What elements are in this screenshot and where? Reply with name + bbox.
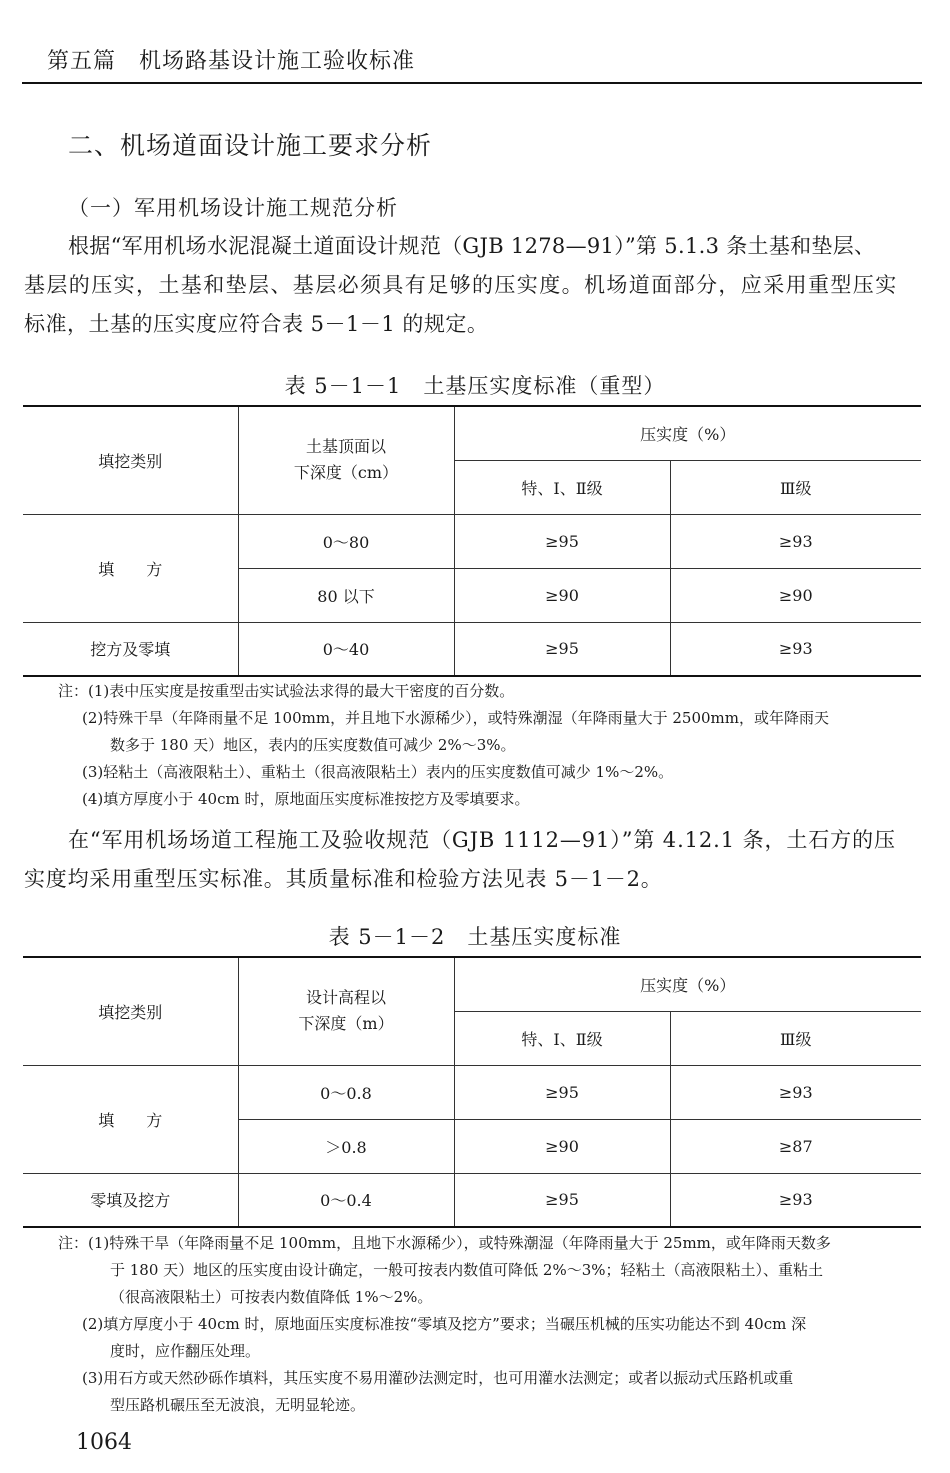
row-grade-a: ≥90 <box>454 1119 670 1173</box>
row-grade-a: ≥95 <box>454 1173 670 1227</box>
row-grade-b: ≥93 <box>670 622 921 676</box>
running-header <box>47 44 415 75</box>
header-category: 填挖类别 <box>23 406 238 514</box>
paragraph-line: 实度均采用重型压实标准。其质量标准和检验方法见表 5－1－2。 <box>24 867 663 891</box>
note-line: 于 180 天）地区的压实度由设计确定，一般可按表内数值可降低 2%～3%；轻粘土（高液限粘土）、重粘土 <box>110 1261 824 1279</box>
paragraph-line: 基层的压实，土基和垫层、基层必须具有足够的压实度。机场道面部分，应采用重型压实 <box>24 273 898 297</box>
header-depth-line: 下深度（cm） <box>293 463 399 483</box>
header-depth-line: 设计高程以 <box>305 988 386 1008</box>
header-grade-b: Ⅲ级 <box>670 460 921 514</box>
paragraph-line: 在“军用机场场道工程施工及验收规范（GJB 1112—91）”第 4.12.1 条，土石方的压 <box>68 828 896 852</box>
paragraph-1 <box>24 227 922 344</box>
header-depth <box>238 406 454 514</box>
note-line: 注：(1)表中压实度是按重型击实试验法求得的最大干密度的百分数。 <box>58 682 515 700</box>
row-grade-a: ≥95 <box>454 1065 670 1119</box>
note-line: (3)轻粘土（高液限粘土）、重粘土（很高液限粘土）表内的压实度数值可减少 1%～2%。 <box>82 763 674 781</box>
row-grade-a: ≥90 <box>454 568 670 622</box>
header-depth <box>238 957 454 1065</box>
row-category: 填 方 <box>23 514 238 622</box>
table-header-row <box>23 406 921 460</box>
note-line: (2)填方厚度小于 40cm 时，原地面压实度标准按“零填及挖方”要求；当碾压机械的压实功能达不到 40cm 深 <box>82 1315 807 1333</box>
subsection-title: （一）军用机场设计施工规范分析 <box>68 196 398 220</box>
paragraph-line: 根据“军用机场水泥混凝土道面设计规范（GJB 1278—91）”第 5.1.3 条土基和垫层、 <box>68 234 876 258</box>
row-category: 零填及挖方 <box>23 1173 238 1227</box>
row-category: 挖方及零填 <box>23 622 238 676</box>
table-row <box>23 1173 921 1227</box>
row-grade-a: ≥95 <box>454 514 670 568</box>
row-grade-b: ≥93 <box>670 1065 921 1119</box>
row-category: 填 方 <box>23 1065 238 1173</box>
header-depth-line: 土基顶面以 <box>305 437 386 457</box>
header-grade-b: Ⅲ级 <box>670 1011 921 1065</box>
note-line: 型压路机碾压至无波浪，无明显轮迹。 <box>110 1396 366 1414</box>
header-category: 填挖类别 <box>23 957 238 1065</box>
row-grade-a: ≥95 <box>454 622 670 676</box>
note-line: 注：(1)特殊干旱（年降雨量不足 100mm，且地下水源稀少），或特殊潮湿（年降雨量大于 25mm，或年降雨天数多 <box>58 1234 831 1252</box>
note-line: (4)填方厚度小于 40cm 时，原地面压实度标准按挖方及零填要求。 <box>82 790 530 808</box>
row-grade-b: ≥93 <box>670 514 921 568</box>
note-line: 度时，应作翻压处理。 <box>110 1342 261 1360</box>
header-rule <box>22 82 922 84</box>
paragraph-2 <box>24 821 922 899</box>
row-grade-b: ≥87 <box>670 1119 921 1173</box>
header-compaction: 压实度（%） <box>454 957 921 1011</box>
row-depth: 80 以下 <box>238 568 454 622</box>
row-depth: 0～0.8 <box>238 1065 454 1119</box>
row-depth: 0～40 <box>238 622 454 676</box>
table-row <box>23 1065 921 1119</box>
table-2-caption: 表 5－1－2 土基压实度标准 <box>328 925 622 949</box>
row-grade-b: ≥90 <box>670 568 921 622</box>
table-1-notes <box>58 678 924 813</box>
note-line: （很高液限粘土）可按表内数值降低 1%～2%。 <box>110 1288 433 1306</box>
row-grade-b: ≥93 <box>670 1173 921 1227</box>
paragraph-line: 标准，土基的压实度应符合表 5－1－1 的规定。 <box>24 312 489 336</box>
note-line: 数多于 180 天）地区，表内的压实度数值可减少 2%～3%。 <box>110 736 516 754</box>
header-part: 第五篇 <box>47 49 117 74</box>
header-compaction: 压实度（%） <box>454 406 921 460</box>
table-1 <box>23 405 921 677</box>
note-line: (2)特殊干旱（年降雨量不足 100mm，并且地下水源稀少），或特殊潮湿（年降雨量大于 2500mm，或年降雨天 <box>82 709 829 727</box>
header-depth-line: 下深度（m） <box>298 1014 394 1034</box>
table-row <box>23 622 921 676</box>
note-line: (3)用石方或天然砂砾作填料，其压实度不易用灌砂法测定时，也可用灌水法测定；或者以振动式压路机或重 <box>82 1369 794 1387</box>
row-depth: ＞0.8 <box>238 1119 454 1173</box>
header-title: 机场路基设计施工验收标准 <box>139 49 416 74</box>
table-2 <box>23 956 921 1228</box>
table-row <box>23 514 921 568</box>
table-header-row <box>23 957 921 1011</box>
row-depth: 0～80 <box>238 514 454 568</box>
section-title: 二、机场道面设计施工要求分析 <box>68 131 433 160</box>
page-number: 1064 <box>76 1430 132 1455</box>
header-grade-a: 特、Ⅰ、Ⅱ级 <box>454 460 670 514</box>
row-depth: 0～0.4 <box>238 1173 454 1227</box>
header-grade-a: 特、Ⅰ、Ⅱ级 <box>454 1011 670 1065</box>
table-2-notes <box>58 1230 924 1419</box>
table-1-caption: 表 5－1－1 土基压实度标准（重型） <box>284 374 666 398</box>
